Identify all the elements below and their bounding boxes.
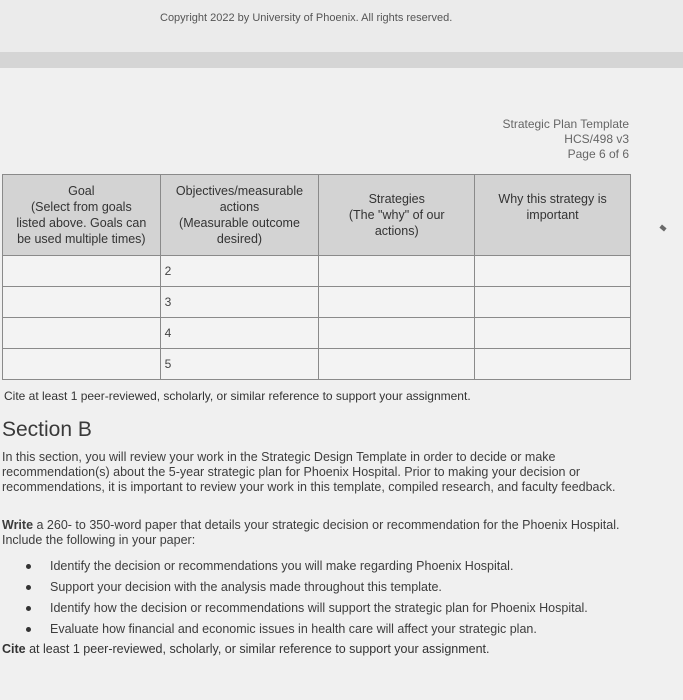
bullet-icon [26, 564, 31, 569]
header-goal: Goal (Select from goals listed above. Goals can be used multiple times) [3, 175, 161, 256]
section-intro: In this section, you will review your work in the Strategic Design Template in order to decide or make recommendation(s) about the 5-year strategic plan for Phoenix Hospital. Prior to making your decision or recommendations, it is important to review your work in this template, compiled research, and faculty feedback. [2, 450, 616, 494]
write-instruction [2, 518, 642, 548]
list-item: Evaluate how financial and economic issues in health care will affect your strategic plan. [26, 619, 588, 640]
page-number: Page 6 of 6 [567, 147, 629, 161]
section-title: Section B [2, 418, 92, 441]
bullet-icon [26, 606, 31, 611]
cite-rest: at least 1 peer-reviewed, scholarly, or similar reference to support your assignment. [25, 642, 490, 656]
page-divider [0, 52, 683, 68]
write-bold: Write [2, 518, 34, 532]
table-row [3, 318, 631, 349]
list-item: Support your decision with the analysis made throughout this template. [26, 577, 588, 598]
table-row [3, 349, 631, 380]
why-cell[interactable] [475, 318, 631, 349]
header-strategies: Strategies (The "why" of our actions) [319, 175, 475, 256]
strategic-plan-table [2, 174, 631, 380]
top-band [0, 0, 683, 52]
bullet-icon [26, 627, 31, 632]
strategy-cell[interactable] [319, 349, 475, 380]
write-rest: a 260- to 350-word paper that details your strategic decision or recommendation for the Phoenix Hospital. Include the following in your paper: [2, 518, 620, 547]
goal-cell[interactable] [3, 349, 161, 380]
table-cite-instruction: Cite at least 1 peer-reviewed, scholarly, or similar reference to support your assignment. [4, 389, 471, 403]
final-cite-instruction [2, 642, 490, 656]
course-code: HCS/498 v3 [564, 132, 629, 146]
goal-cell[interactable] [3, 318, 161, 349]
goal-cell[interactable] [3, 256, 161, 287]
requirements-list [26, 556, 588, 640]
objective-cell[interactable]: 4 [160, 318, 319, 349]
template-title: Strategic Plan Template [502, 117, 629, 131]
why-cell[interactable] [475, 287, 631, 318]
document-header [502, 117, 629, 162]
objective-cell[interactable]: 3 [160, 287, 319, 318]
strategy-cell[interactable] [319, 256, 475, 287]
bullet-icon [26, 585, 31, 590]
list-item: Identify how the decision or recommendations will support the strategic plan for Phoenix Hospital. [26, 598, 588, 619]
header-objectives: Objectives/measurable actions (Measurable outcome desired) [160, 175, 319, 256]
strategy-cell[interactable] [319, 287, 475, 318]
list-item: Identify the decision or recommendations you will make regarding Phoenix Hospital. [26, 556, 588, 577]
strategy-cell[interactable] [319, 318, 475, 349]
table-header-row [3, 175, 631, 256]
header-why-important: Why this strategy is important [475, 175, 631, 256]
objective-cell[interactable]: 5 [160, 349, 319, 380]
why-cell[interactable] [475, 256, 631, 287]
why-cell[interactable] [475, 349, 631, 380]
cite-bold: Cite [2, 642, 26, 656]
goal-cell[interactable] [3, 287, 161, 318]
table-row [3, 256, 631, 287]
table-row [3, 287, 631, 318]
copyright-notice: Copyright 2022 by University of Phoenix. All rights reserved. [160, 12, 453, 24]
objective-cell[interactable]: 2 [160, 256, 319, 287]
